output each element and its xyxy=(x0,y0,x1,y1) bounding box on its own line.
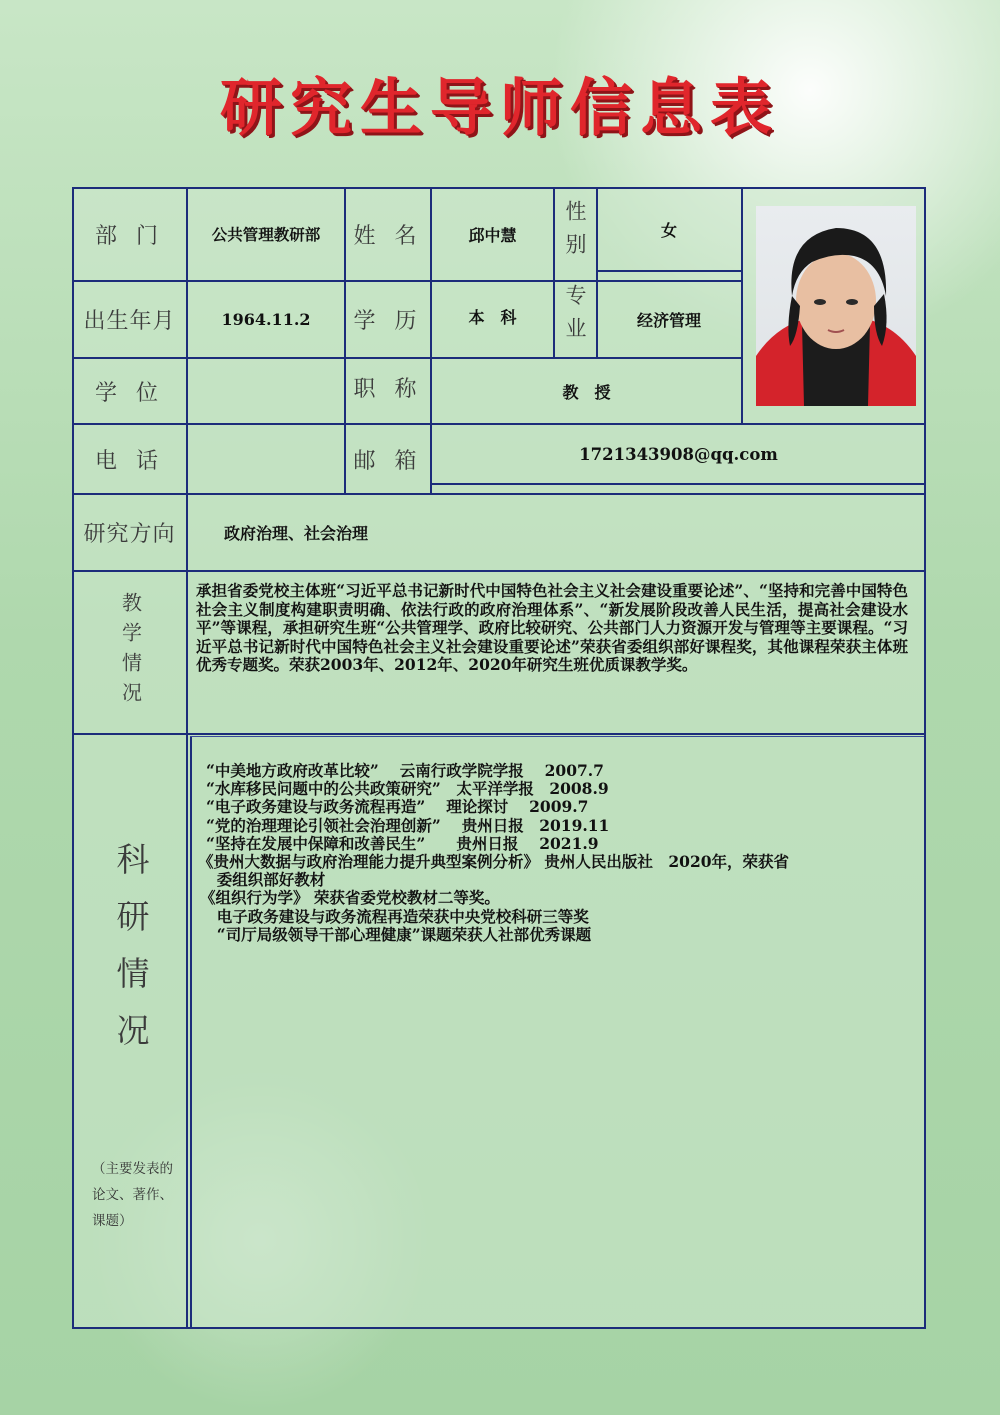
research-label xyxy=(100,842,162,1070)
birth-label: 出生年月 xyxy=(83,309,176,334)
phone-label: 电 话 xyxy=(95,448,164,474)
research-label-text: 科研情况 xyxy=(111,842,151,1070)
research-item: “中美地方政府改革比较” 云南行政学院学报 2007.7 xyxy=(206,761,604,780)
education-value: 本 科 xyxy=(468,308,517,327)
degree-value xyxy=(187,358,345,424)
major-label xyxy=(554,284,596,350)
name-label: 姓 名 xyxy=(353,223,423,249)
education-label: 学 历 xyxy=(353,309,423,334)
research-note: （主要发表的论文、著作、课题） xyxy=(92,1161,173,1229)
research-item: “电子政务建设与政务流程再造” 理论探讨 2009.7 xyxy=(206,797,589,817)
title-value: 教 授 xyxy=(562,382,611,402)
gender-label xyxy=(554,200,596,266)
research-item: 《组织行为学》 荣获省委党校教材二等奖。 xyxy=(200,888,500,908)
teaching-label-text: 教学情况 xyxy=(118,592,143,712)
email-label: 邮 箱 xyxy=(353,448,423,474)
research-item: 委组织部好教材 xyxy=(206,870,326,890)
gender-label-text: 性别 xyxy=(563,200,587,266)
name-value: 邱中慧 xyxy=(468,225,517,245)
title-label: 职 称 xyxy=(353,376,423,402)
major-label-text: 专业 xyxy=(563,284,587,350)
research-item: 《贵州大数据与政府治理能力提升典型案例分析》 贵州人民出版社 2020年，荣获省 xyxy=(198,852,790,872)
research-direction-value: 政府治理、社会治理 xyxy=(224,524,369,543)
portrait-photo xyxy=(756,206,916,406)
research-item: “水库移民问题中的公共政策研究” 太平洋学报 2008.9 xyxy=(206,779,609,799)
degree-label: 学 位 xyxy=(95,380,164,406)
research-item: 电子政务建设与政务流程再造荣获中央党校科研三等奖 xyxy=(206,906,589,926)
phone-value xyxy=(187,424,345,494)
birth-value: 1964.11.2 xyxy=(221,310,311,329)
dept-label: 部 门 xyxy=(95,223,164,249)
dept-value: 公共管理教研部 xyxy=(211,225,321,244)
teaching-label xyxy=(100,592,162,712)
page-title: 研究生导师信息表 xyxy=(219,71,780,144)
research-direction-label: 研究方向 xyxy=(83,522,176,547)
research-list xyxy=(198,761,906,944)
research-item: “司厅局级领导干部心理健康”课题荣获人社部优秀课题 xyxy=(206,924,592,944)
research-item: “党的治理理论引领社会治理创新” 贵州日报 2019.11 xyxy=(206,815,610,835)
teaching-text: 承担省委党校主体班“习近平总书记新时代中国特色社会主义社会建设重要论述”、“坚持和完善中国特色社会主义制度构建职责明确、依法行政的政府治理体系”、“新发展阶段改善人民生活，提高社会建设水平”等课程，承担研究生班“公共管理学、政府比较研究、公共部门人力资源开发与管理等主要课程。“习近平总书记新时代中国特色社会主义社会建设重要论述”荣获省委组织部好课程奖，其他课程荣获主体班优秀专题奖。荣获2003年、2012年、2020年研究生班优质课教学奖。 xyxy=(196,581,908,674)
gender-value: 女 xyxy=(660,220,677,240)
major-value: 经济管理 xyxy=(636,311,701,330)
email-value: 1721343908@qq.com xyxy=(579,444,778,464)
research-item: “坚持在发展中保障和改善民生” 贵州日报 2021.9 xyxy=(206,833,599,853)
portrait-image xyxy=(756,206,916,406)
